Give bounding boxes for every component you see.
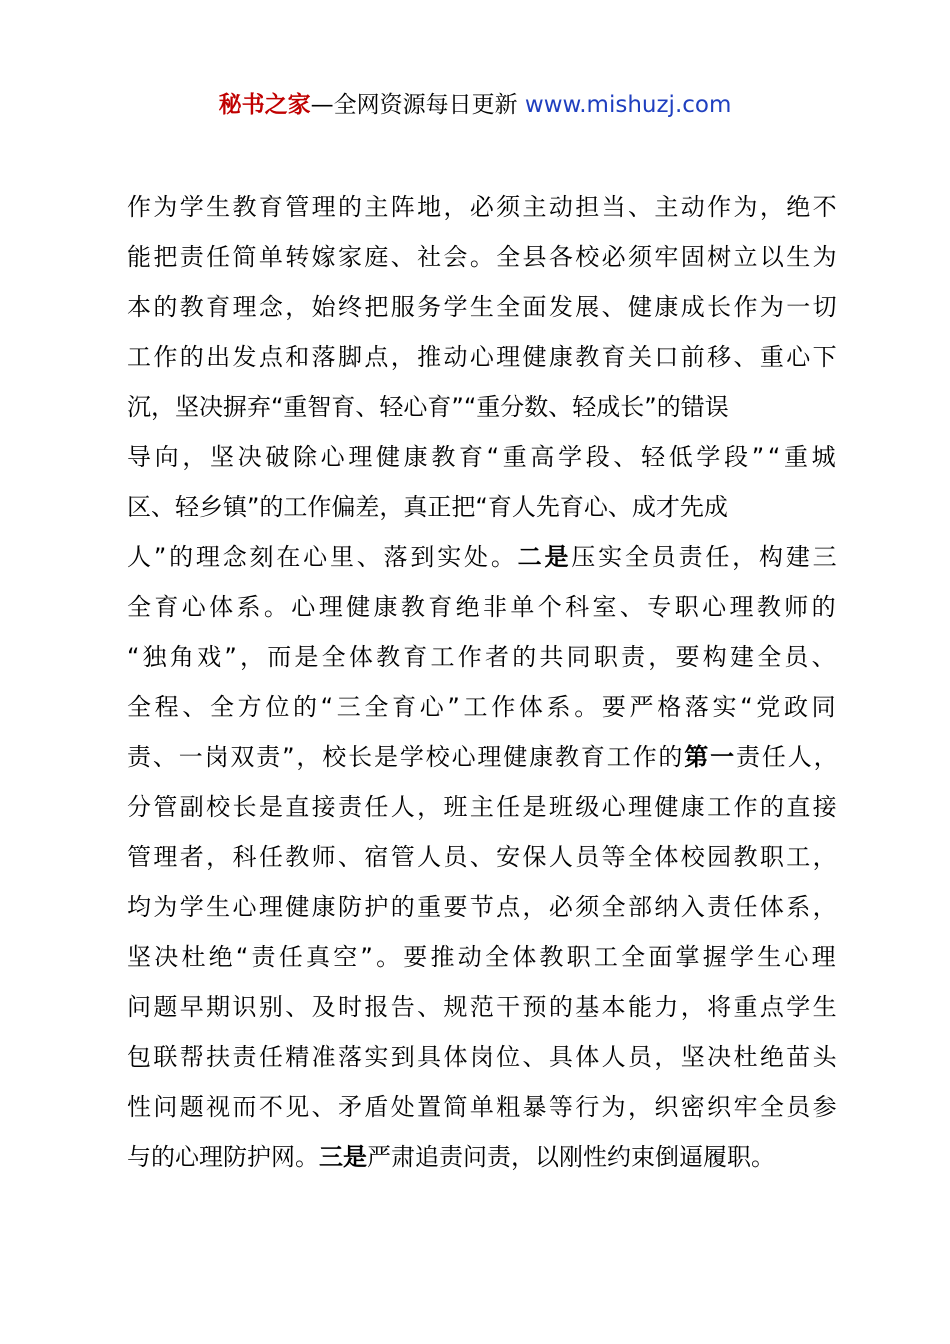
- site-url-link[interactable]: www.mishuzj.com: [524, 92, 732, 118]
- text-line: [127, 1132, 839, 1182]
- text-line: [127, 832, 839, 882]
- text-run: 沉，坚决摒弃“重智育、轻心育”“重分数、轻成长”的错误: [127, 393, 729, 421]
- text-line: [127, 382, 839, 432]
- text-run: 人”的理念刻在心里、落到实处。: [127, 543, 518, 571]
- text-line: [127, 232, 839, 282]
- text-run: 问题早期识别、及时报告、规范干预的基本能力，将重点学生: [127, 993, 839, 1021]
- text-line: [127, 1082, 839, 1132]
- text-line: [127, 332, 839, 382]
- text-line: [127, 432, 839, 482]
- text-line: [127, 182, 839, 232]
- text-line: [127, 882, 839, 932]
- text-run: 全育心体系。心理健康教育绝非单个科室、专职心理教师的: [127, 593, 839, 621]
- text-run: 导向，坚决破除心理健康教育“重高学段、轻低学段”“重城: [127, 443, 840, 471]
- text-run: 工作的出发点和落脚点，推动心理健康教育关口前移、重心下: [127, 343, 839, 371]
- text-run: 均为学生心理健康防护的重要节点，必须全部纳入责任体系，: [127, 893, 839, 921]
- text-line: [127, 582, 839, 632]
- text-line: [127, 282, 839, 332]
- text-line: [127, 782, 839, 832]
- text-line: [127, 532, 839, 582]
- document-body: [127, 182, 839, 1182]
- bold-text-run: 二是: [517, 543, 572, 571]
- text-line: [127, 932, 839, 982]
- bold-text-run: 三是: [319, 1143, 367, 1171]
- text-run: 与的心理防护网。: [127, 1143, 319, 1171]
- text-run: 压实全员责任，构建三: [571, 543, 840, 571]
- text-line: [127, 632, 839, 682]
- text-run: 作为学生教育管理的主阵地，必须主动担当、主动作为，绝不: [127, 193, 839, 221]
- text-run: “独角戏”，而是全体教育工作者的共同职责，要构建全员、: [127, 643, 839, 671]
- text-run: 管理者，科任教师、宿管人员、安保人员等全体校园教职工，: [127, 843, 839, 871]
- text-run: 责任人，: [736, 743, 840, 771]
- text-run: 责、一岗双责”，校长是学校心理健康教育工作的: [127, 743, 685, 771]
- text-line: [127, 682, 839, 732]
- site-header: [0, 88, 950, 122]
- site-tagline: —全网资源每日更新: [310, 92, 525, 118]
- text-run: 性问题视而不见、矛盾处置简单粗暴等行为，织密织牢全员参: [127, 1093, 839, 1121]
- text-line: [127, 482, 839, 532]
- text-run: 严肃追责问责，以刚性约束倒逼履职。: [367, 1143, 775, 1171]
- text-run: 全程、全方位的“三全育心”工作体系。要严格落实“党政同: [127, 693, 840, 721]
- text-line: [127, 982, 839, 1032]
- text-line: [127, 732, 839, 782]
- site-brand: 秘书之家: [218, 92, 311, 118]
- text-run: 包联帮扶责任精准落实到具体岗位、具体人员，坚决杜绝苗头: [127, 1043, 839, 1071]
- text-run: 能把责任简单转嫁家庭、社会。全县各校必须牢固树立以生为: [127, 243, 839, 271]
- text-run: 分管副校长是直接责任人，班主任是班级心理健康工作的直接: [127, 793, 839, 821]
- text-line: [127, 1032, 839, 1082]
- text-run: 坚决杜绝“责任真空”。要推动全体教职工全面掌握学生心理: [127, 943, 839, 971]
- bold-text-run: 第一: [684, 743, 737, 771]
- text-run: 区、轻乡镇”的工作偏差，真正把“育人先育心、成才先成: [127, 493, 728, 521]
- text-run: 本的教育理念，始终把服务学生全面发展、健康成长作为一切: [127, 293, 839, 321]
